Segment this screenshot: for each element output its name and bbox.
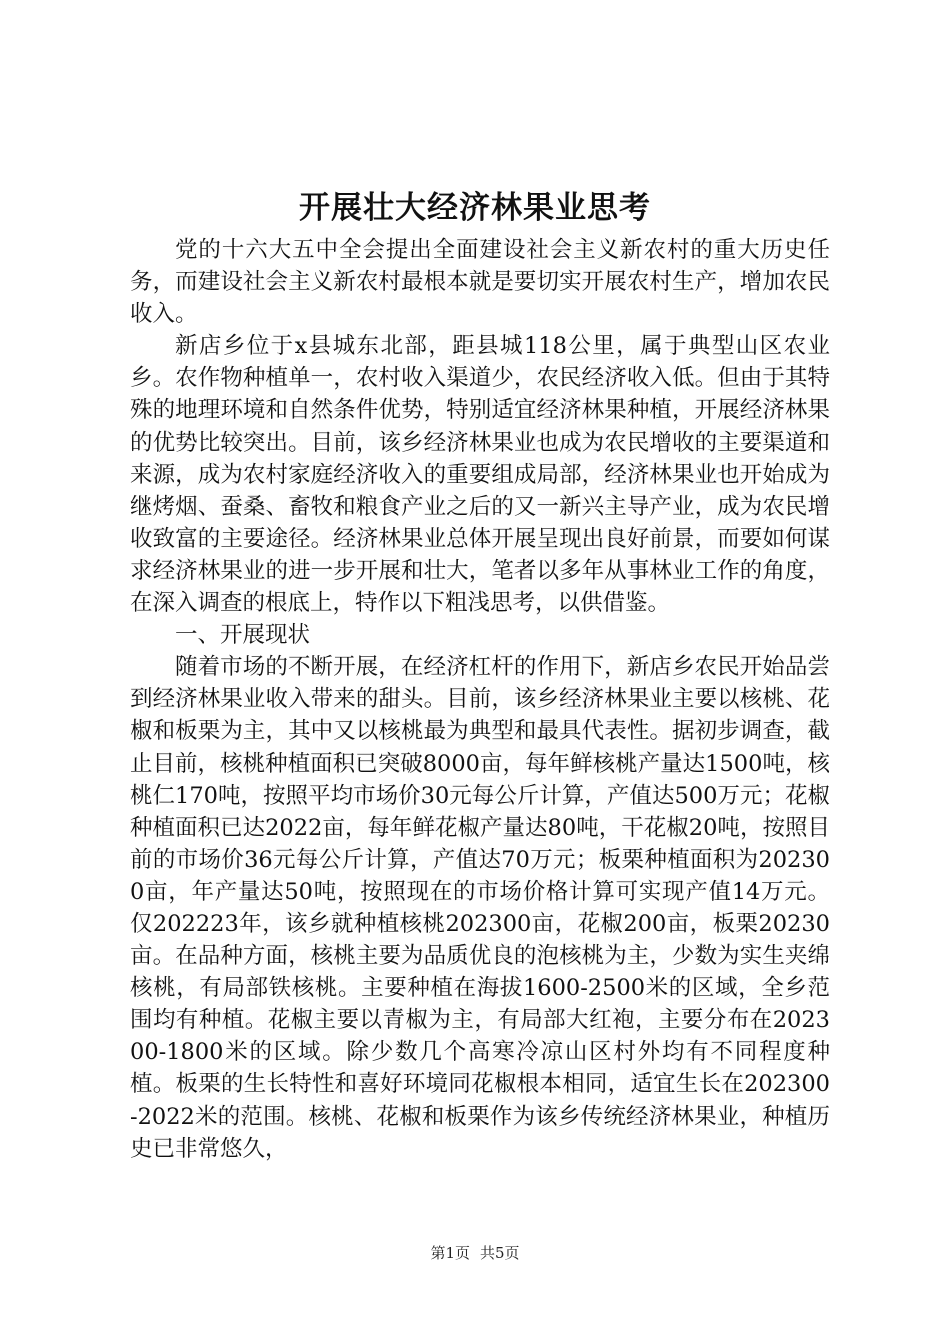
paragraph-intro: 党的十六大五中全会提出全面建设社会主义新农村的重大历史任务，而建设社会主义新农村最根本就是要切实开展农村生产，增加农民收入。 bbox=[130, 237, 830, 328]
paragraph-background: 新店乡位于x县城东北部，距县城118公里，属于典型山区农业乡。农作物种植单一，农村收入渠道少，农民经济收入低。但由于其特殊的地理环境和自然条件优势，特别适宜经济林果种植，开展经济林果的优势比较突出。目前，该乡经济林果业也成为农民增收的主要渠道和来源，成为农村家庭经济收入的重要组成局部，经济林果业也开始成为继烤烟、蚕桑、畜牧和粮食产业之后的又一新兴主导产业，成为农民增收致富的主要途径。经济林果业总体开展呈现出良好前景，而要如何谋求经济林果业的进一步开展和壮大，笔者以多年从事林业工作的角度，在深入调查的根底上，特作以下粗浅思考，以供借鉴。 bbox=[130, 333, 830, 617]
page-footer bbox=[0, 1243, 950, 1263]
paragraph-current-status: 随着市场的不断开展，在经济杠杆的作用下，新店乡农民开始品尝到经济林果业收入带来的甜头。目前，该乡经济林果业主要以核桃、花椒和板栗为主，其中又以核桃最为典型和最具代表性。据初步调查，截止目前，核桃种植面积已突破8000亩，每年鲜核桃产量达1500吨，核桃仁170吨，按照平均市场价30元每公斤计算，产值达500万元；花椒种植面积已达2022亩，每年鲜花椒产量达80吨，干花椒20吨，按照目前的市场价36元每公斤计算，产值达70万元；板栗种植面积为202300亩，年产量达50吨，按照现在的市场价格计算可实现产值14万元。仅202223年，该乡就种植核桃202300亩，花椒200亩，板栗20230亩。在品种方面，核桃主要为品质优良的泡核桃为主，少数为实生夹绵核桃，有局部铁核桃。主要种植在海拔1600-2500米的区域，全乡范围均有种植。花椒主要以青椒为主，有局部大红袍，主要分布在202300-1800米的区域。除少数几个高寒冷凉山区村外均有不同程度种植。板栗的生长特性和喜好环境同花椒根本相同，适宜生长在202300-2022米的范围。核桃、花椒和板栗作为该乡传统经济林果业，种植历史已非常悠久， bbox=[130, 654, 830, 1162]
page-number: 第1页 bbox=[430, 1244, 470, 1262]
page-total: 共5页 bbox=[480, 1244, 520, 1262]
document-body bbox=[130, 234, 830, 1165]
section-heading-current-status: 一、开展现状 bbox=[175, 622, 311, 649]
document-title: 开展壮大经济林果业思考 bbox=[299, 190, 651, 226]
